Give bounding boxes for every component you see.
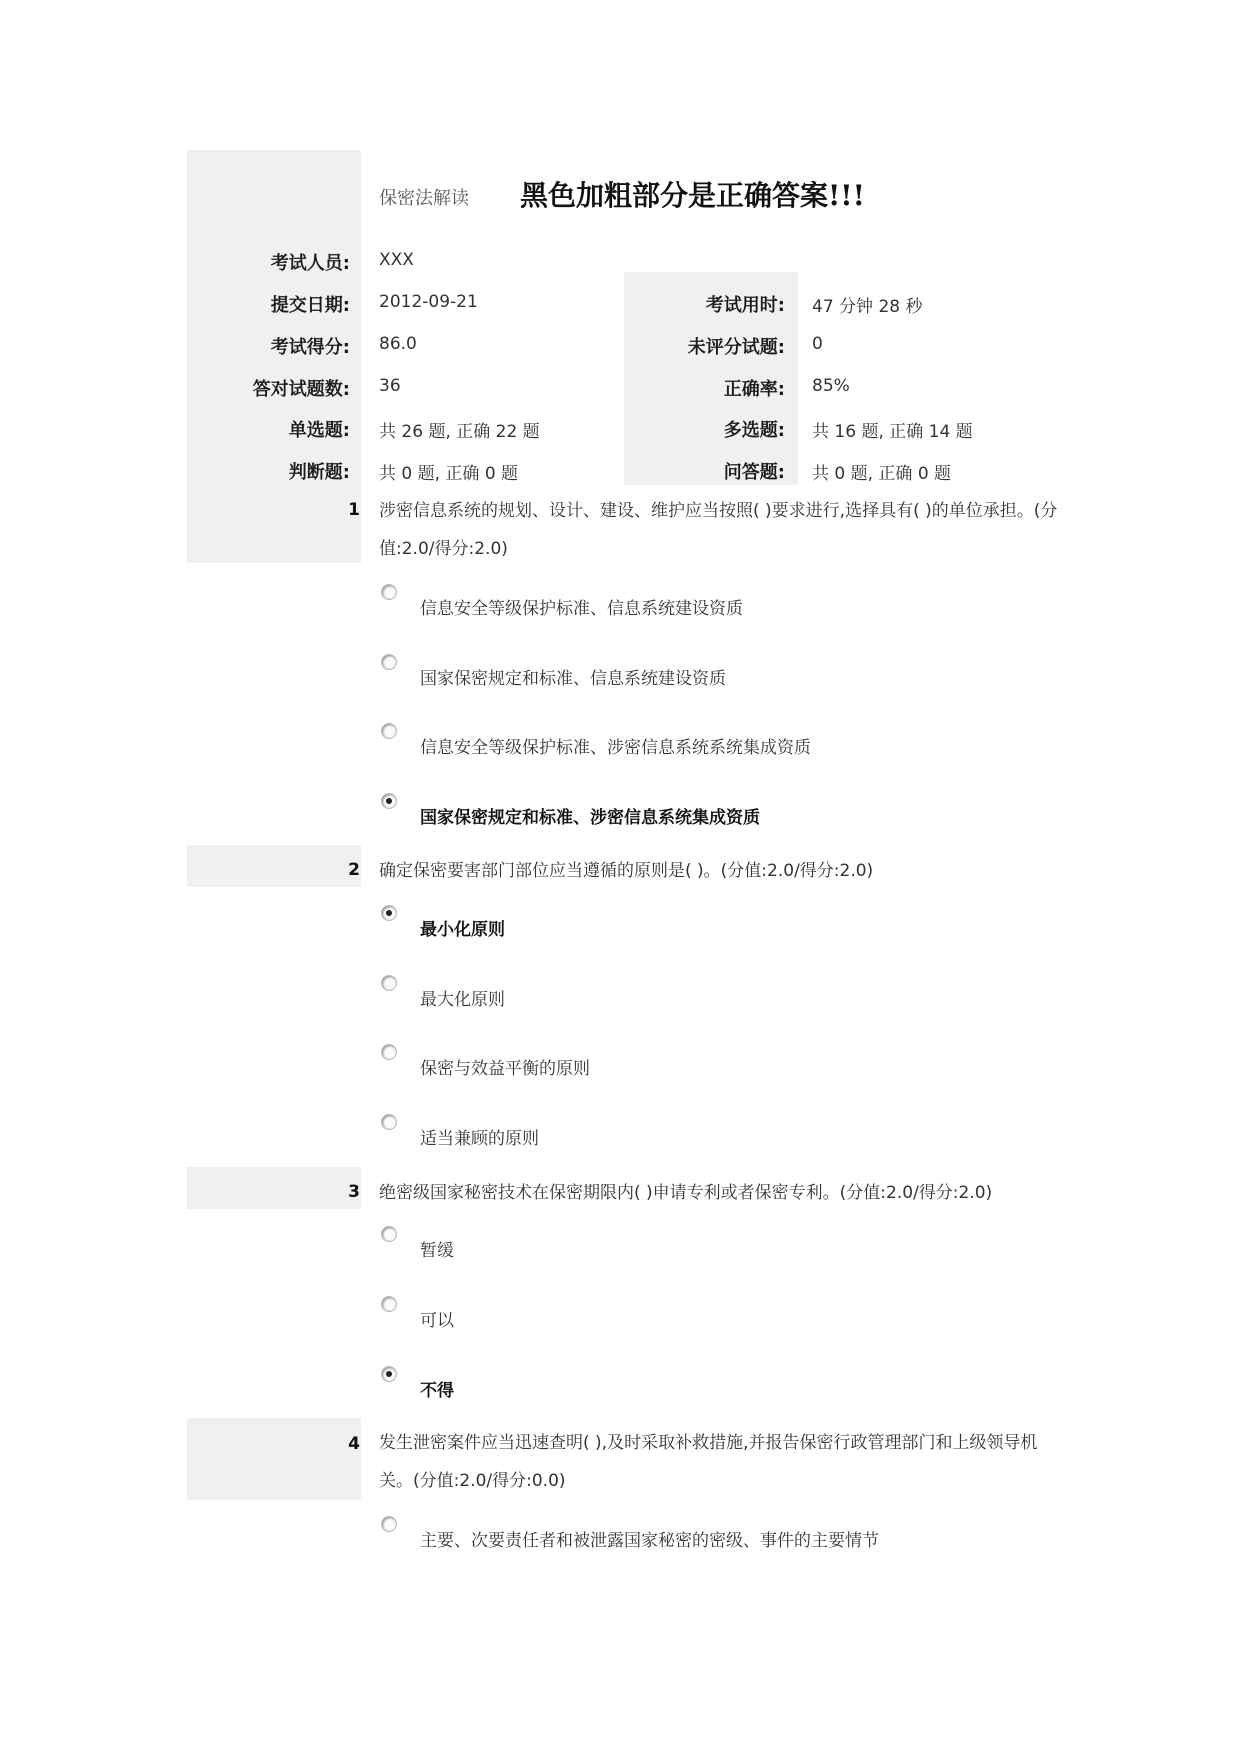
question-text: 确定保密要害部门部位应当遵循的原则是( )。(分值:2.0/得分:2.0) <box>379 861 874 881</box>
option-text: 适当兼顾的原则 <box>420 1129 539 1149</box>
question-text: 涉密信息系统的规划、设计、建设、维护应当按照( )要求进行,选择具有( )的单位承担。(分值:2.0/得分:2.0) <box>379 501 1058 559</box>
unscored-value: 0 <box>812 334 823 354</box>
page-banner: 黑色加粗部分是正确答案!!! <box>520 179 865 212</box>
radio-button[interactable] <box>381 1516 397 1532</box>
question-4-bg <box>187 1418 361 1500</box>
submit-date-label: 提交日期: <box>270 295 350 316</box>
course-title: 保密法解读 <box>379 188 469 209</box>
examinee-value: XXX <box>379 250 414 270</box>
score-label: 考试得分: <box>270 337 350 358</box>
multi-choice-value: 共 16 题, 正确 14 题 <box>812 422 973 442</box>
radio-button[interactable] <box>381 1226 397 1242</box>
multi-choice-label: 多选题: <box>723 420 785 441</box>
question-number: 1 <box>348 500 360 520</box>
unscored-label: 未评分试题: <box>687 337 785 358</box>
radio-button[interactable] <box>381 975 397 991</box>
option-text: 暂缓 <box>420 1241 454 1261</box>
radio-button[interactable] <box>381 654 397 670</box>
question-text: 绝密级国家秘密技术在保密期限内( )申请专利或者保密专利。(分值:2.0/得分:2.0) <box>379 1183 993 1203</box>
option-text: 国家保密规定和标准、信息系统建设资质 <box>420 669 726 689</box>
question-number: 4 <box>348 1434 360 1454</box>
submit-date-value: 2012-09-21 <box>379 292 478 312</box>
true-false-label: 判断题: <box>288 462 350 483</box>
exam-duration-value: 47 分钟 28 秒 <box>812 297 923 317</box>
exam-duration-label: 考试用时: <box>705 295 785 316</box>
accuracy-value: 85% <box>812 376 850 396</box>
single-choice-value: 共 26 题, 正确 22 题 <box>379 422 540 442</box>
radio-button[interactable] <box>381 723 397 739</box>
radio-button-selected[interactable] <box>381 793 397 809</box>
score-value: 86.0 <box>379 334 417 354</box>
correct-count-label: 答对试题数: <box>252 379 350 400</box>
option-text: 最大化原则 <box>420 990 505 1010</box>
radio-button[interactable] <box>381 1044 397 1060</box>
option-text-correct: 国家保密规定和标准、涉密信息系统集成资质 <box>420 808 760 828</box>
option-text: 信息安全等级保护标准、涉密信息系统系统集成资质 <box>420 738 811 758</box>
true-false-value: 共 0 题, 正确 0 题 <box>379 464 519 484</box>
correct-count-value: 36 <box>379 376 401 396</box>
radio-button[interactable] <box>381 1296 397 1312</box>
option-text: 主要、次要责任者和被泄露国家秘密的密级、事件的主要情节 <box>420 1531 879 1551</box>
question-number: 3 <box>348 1182 360 1202</box>
radio-button-selected[interactable] <box>381 1366 397 1382</box>
option-text: 可以 <box>420 1311 454 1331</box>
option-text: 信息安全等级保护标准、信息系统建设资质 <box>420 599 743 619</box>
radio-button[interactable] <box>381 584 397 600</box>
question-text: 发生泄密案件应当迅速查明( ),及时采取补救措施,并报告保密行政管理部门和上级领导机关。(分值:2.0/得分:0.0) <box>379 1433 1038 1491</box>
question-number: 2 <box>348 860 360 880</box>
option-text-correct: 不得 <box>420 1381 454 1401</box>
essay-value: 共 0 题, 正确 0 题 <box>812 464 952 484</box>
option-text-correct: 最小化原则 <box>420 920 505 940</box>
essay-label: 问答题: <box>723 462 785 483</box>
radio-button[interactable] <box>381 1114 397 1130</box>
examinee-label: 考试人员: <box>270 253 350 274</box>
single-choice-label: 单选题: <box>288 420 350 441</box>
option-text: 保密与效益平衡的原则 <box>420 1059 590 1079</box>
radio-button-selected[interactable] <box>381 905 397 921</box>
accuracy-label: 正确率: <box>723 379 785 400</box>
